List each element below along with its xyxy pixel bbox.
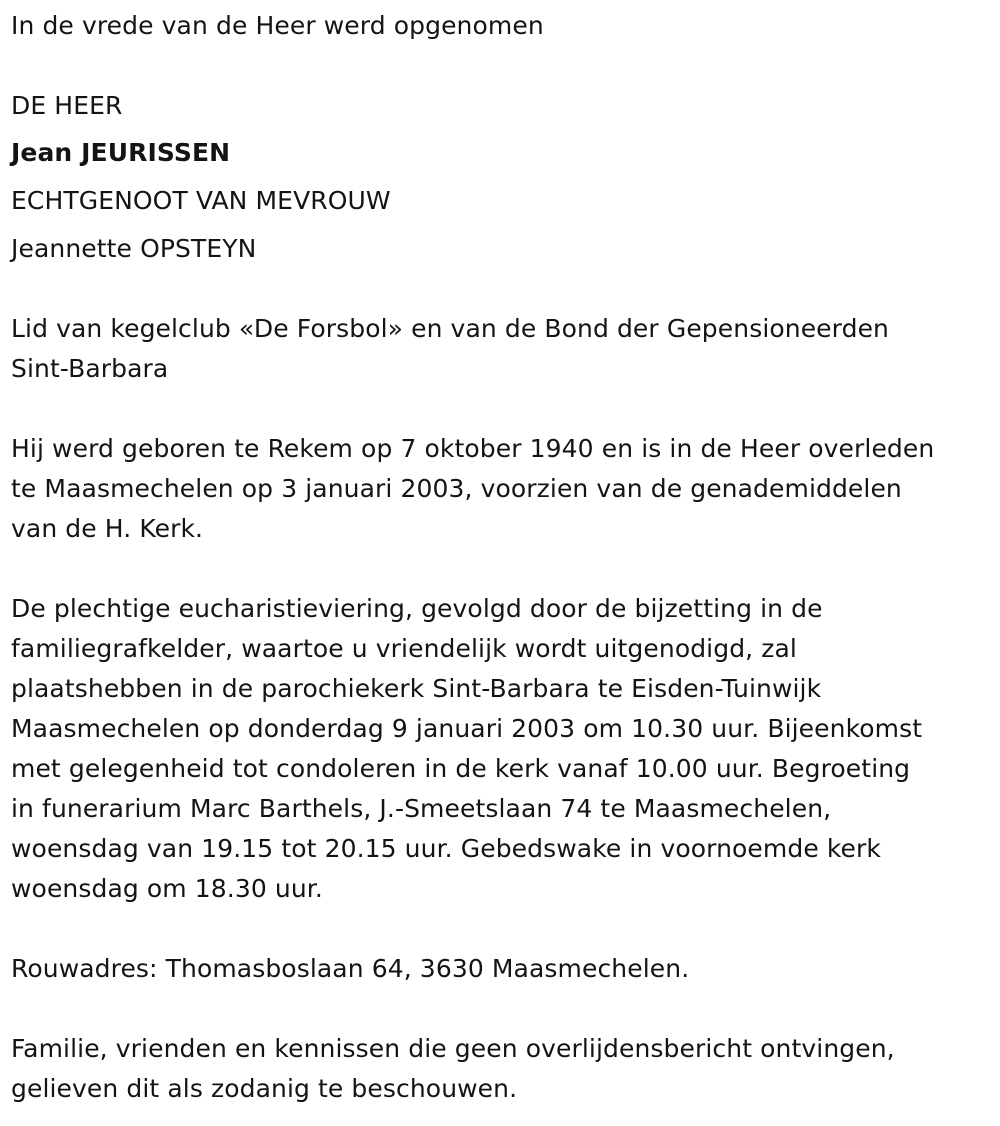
intro-text: In de vrede van de Heer werd opgenomen bbox=[11, 11, 544, 40]
membership-paragraph bbox=[11, 309, 991, 389]
ceremony-paragraph bbox=[11, 589, 991, 909]
ceremony-line: familiegrafkelder, waartoe u vriendelijk wordt uitgenodigd, zal bbox=[11, 634, 797, 663]
closing-line: gelieven dit als zodanig te beschouwen. bbox=[11, 1074, 518, 1103]
birth-death-line: te Maasmechelen op 3 januari 2003, voorzien van de genademiddelen bbox=[11, 474, 902, 503]
spouse-name: Jeannette OPSTEYN bbox=[11, 234, 257, 263]
title-prefix: DE HEER bbox=[11, 91, 123, 120]
closing-paragraph bbox=[11, 1029, 991, 1109]
ceremony-line: plaatshebben in de parochiekerk Sint-Barbara te Eisden-Tuinwijk bbox=[11, 674, 822, 703]
deceased-name: Jean JEURISSEN bbox=[11, 138, 231, 167]
spouse-prefix: ECHTGENOOT VAN MEVROUW bbox=[11, 186, 391, 215]
birth-death-paragraph bbox=[11, 429, 991, 549]
membership-line: Sint-Barbara bbox=[11, 354, 169, 383]
birth-death-line: van de H. Kerk. bbox=[11, 514, 204, 543]
mourning-address: Rouwadres: Thomasboslaan 64, 3630 Maasmechelen. bbox=[11, 954, 690, 983]
membership-line: Lid van kegelclub «De Forsbol» en van de Bond der Gepensioneerden bbox=[11, 314, 889, 343]
ceremony-line: woensdag van 19.15 tot 20.15 uur. Gebedswake in voornoemde kerk bbox=[11, 834, 881, 863]
ceremony-line: woensdag om 18.30 uur. bbox=[11, 874, 323, 903]
ceremony-line: De plechtige eucharistieviering, gevolgd door de bijzetting in de bbox=[11, 594, 823, 623]
ceremony-line: in funerarium Marc Barthels, J.-Smeetslaan 74 te Maasmechelen, bbox=[11, 794, 832, 823]
birth-death-line: Hij werd geboren te Rekem op 7 oktober 1940 en is in de Heer overleden bbox=[11, 434, 935, 463]
closing-line: Familie, vrienden en kennissen die geen overlijdensbericht ontvingen, bbox=[11, 1034, 895, 1063]
ceremony-line: met gelegenheid tot condoleren in de kerk vanaf 10.00 uur. Begroeting bbox=[11, 754, 911, 783]
ceremony-line: Maasmechelen op donderdag 9 januari 2003 om 10.30 uur. Bijeenkomst bbox=[11, 714, 923, 743]
